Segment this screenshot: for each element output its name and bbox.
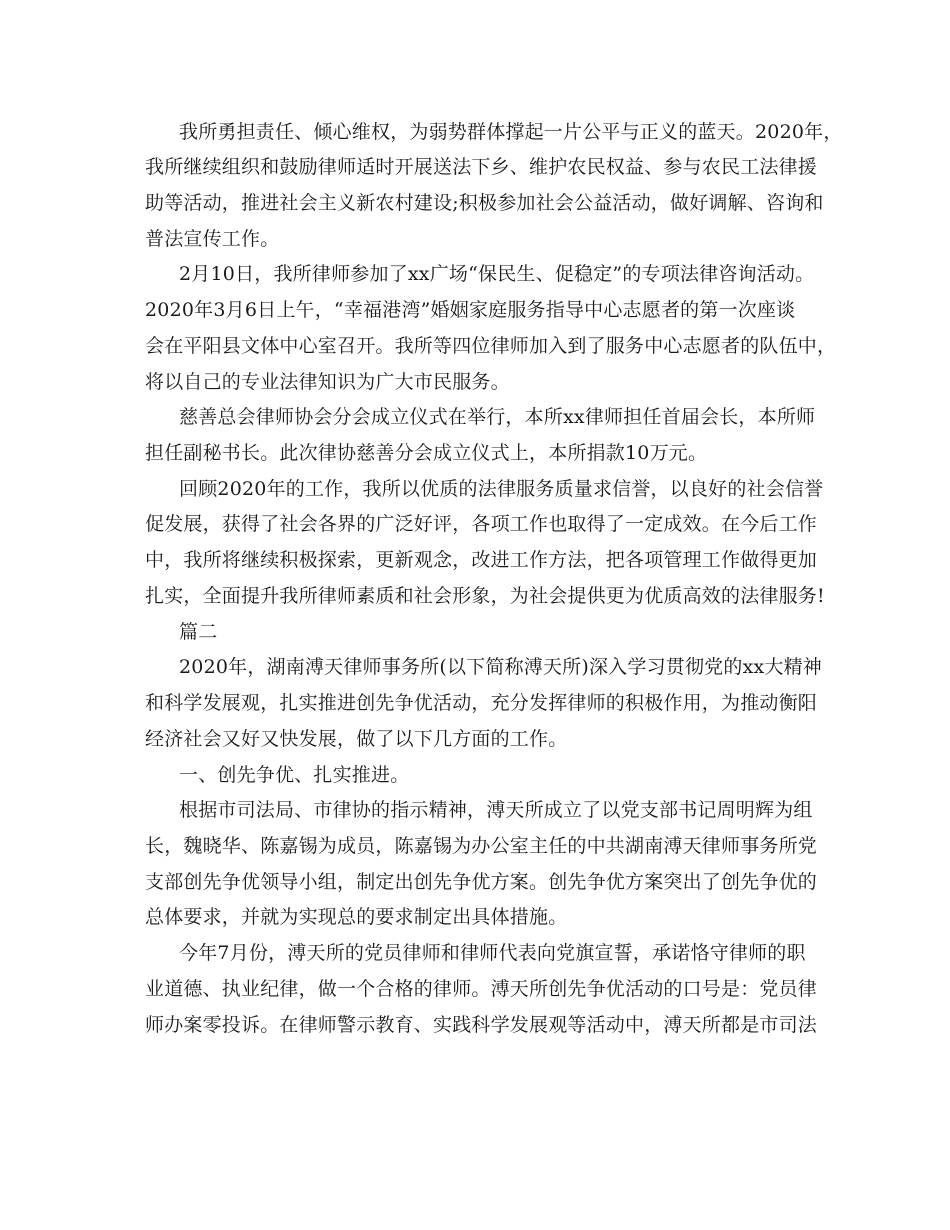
text-line: 2月10日，我所律师参加了xx广场“保民生、促稳定”的专项法律咨询活动。 bbox=[179, 263, 815, 285]
text-line: 根据市司法局、市律协的指示精神，溥天所成立了以党支部书记周明辉为组 bbox=[179, 799, 813, 821]
text-line: 2020年，湖南溥天律师事务所(以下简称溥天所)深入学习贯彻党的xx大精神 bbox=[179, 656, 823, 678]
text-line: 2020年3月6日上午，“幸福港湾”婚姻家庭服务指导中心志愿者的第一次座谈 bbox=[145, 299, 796, 321]
text-line: 师办案零投诉。在律师警示教育、实践科学发展观等活动中，溥天所都是市司法 bbox=[145, 1014, 818, 1036]
text-line: 担任副秘书长。此次律协慈善分会成立仪式上，本所捐款10万元。 bbox=[145, 442, 708, 464]
text-line: 今年7月份，溥天所的党员律师和律师代表向党旗宣誓，承诺恪守律师的职 bbox=[179, 942, 806, 964]
text-line: 和科学发展观，扎实推进创先争优活动，充分发挥律师的积极作用，为推动衡阳 bbox=[145, 692, 818, 714]
section-heading: 篇二 bbox=[179, 621, 218, 643]
text-line: 经济社会又好又快发展，做了以下几方面的工作。 bbox=[145, 728, 568, 750]
text-line: 中，我所将继续积极探索，更新观念，改进工作方法，把各项管理工作做得更加 bbox=[145, 549, 818, 571]
text-line: 将以自己的专业法律知识为广大市民服务。 bbox=[145, 371, 510, 393]
text-line: 会在平阳县文体中心室召开。我所等四位律师加入到了服务中心志愿者的队伍中， bbox=[145, 335, 837, 357]
text-line: 普法宣传工作。 bbox=[145, 228, 280, 250]
text-line: 回顾2020年的工作，我所以优质的法律服务质量求信誉，以良好的社会信誉 bbox=[179, 478, 824, 500]
text-line: 我所勇担责任、倾心维权，为弱势群体撑起一片公平与正义的蓝天。2020年， bbox=[179, 121, 843, 143]
text-line: 业道德、执业纪律，做一个合格的律师。溥天所创先争优活动的口号是：党员律 bbox=[145, 978, 818, 1000]
text-line: 我所继续组织和鼓励律师适时开展送法下乡、维护农民权益、参与农民工法律援 bbox=[145, 156, 818, 178]
text-line: 助等活动，推进社会主义新农村建设;积极参加社会公益活动，做好调解、咨询和 bbox=[145, 192, 824, 214]
subsection-heading: 一、创先争优、扎实推进。 bbox=[179, 764, 410, 786]
text-line: 扎实，全面提升我所律师素质和社会形象，为社会提供更为优质高效的法律服务! bbox=[145, 585, 825, 607]
text-line: 慈善总会律师协会分会成立仪式在举行，本所xx律师担任首届会长，本所师 bbox=[179, 406, 816, 428]
text-line: 长，魏晓华、陈嘉锡为成员，陈嘉锡为办公室主任的中共湖南溥天律师事务所党 bbox=[145, 835, 818, 857]
text-line: 促发展，获得了社会各界的广泛好评，各项工作也取得了一定成效。在今后工作 bbox=[145, 513, 818, 535]
text-line: 总体要求，并就为实现总的要求制定出具体措施。 bbox=[145, 906, 568, 928]
text-line: 支部创先争优领导小组，制定出创先争优方案。创先争优方案突出了创先争优的 bbox=[145, 871, 818, 893]
